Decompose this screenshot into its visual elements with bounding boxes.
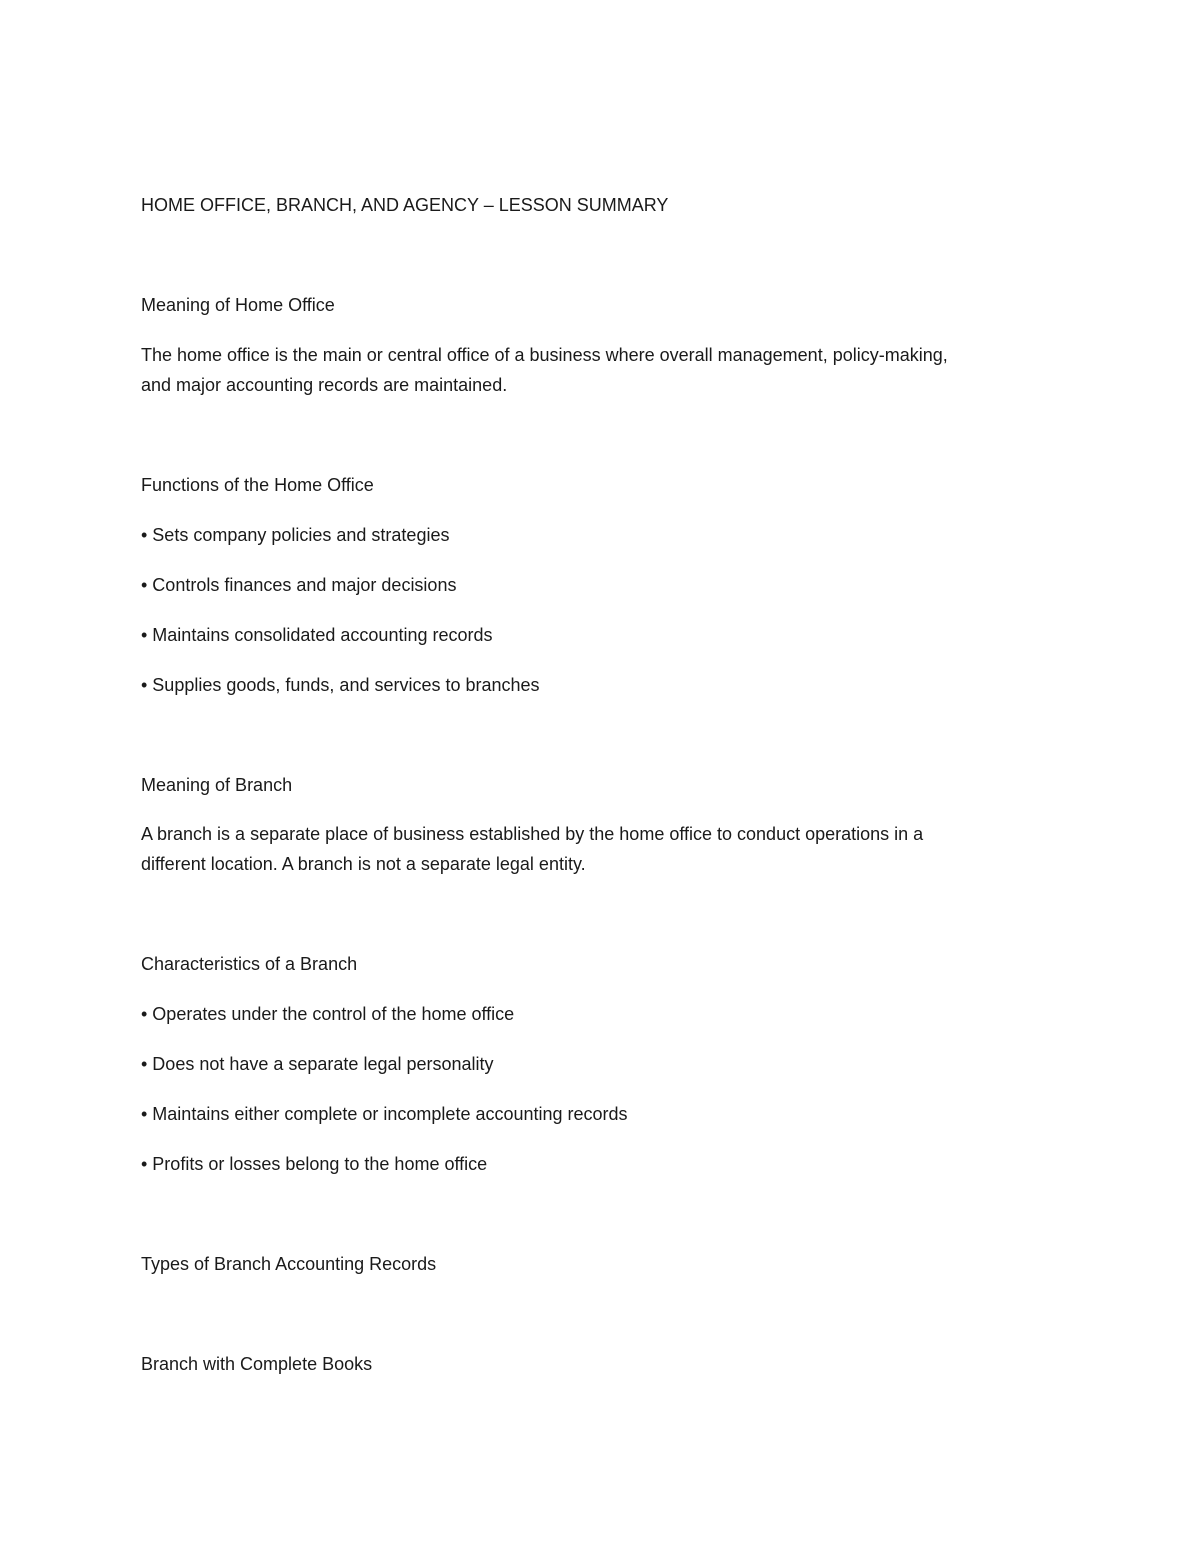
- heading-types-branch-records: Types of Branch Accounting Records: [141, 1254, 437, 1274]
- heading-meaning-branch: Meaning of Branch: [141, 775, 293, 795]
- definition-line: and major accounting records are maintained.: [141, 375, 508, 395]
- definition-line: The home office is the main or central office of a business where overall management, policy-making,: [141, 345, 948, 365]
- definition-line: different location. A branch is not a separate legal entity.: [141, 854, 586, 874]
- list-item: • Maintains either complete or incomplete accounting records: [141, 1104, 628, 1124]
- list-item: • Maintains consolidated accounting records: [141, 625, 493, 645]
- heading-meaning-home-office: Meaning of Home Office: [141, 295, 335, 315]
- branch-definition: [141, 819, 1041, 879]
- heading-functions-home-office: Functions of the Home Office: [141, 475, 374, 495]
- heading-branch-complete-books: Branch with Complete Books: [141, 1354, 373, 1374]
- list-item: • Supplies goods, funds, and services to branches: [141, 675, 540, 695]
- definition-line: A branch is a separate place of business established by the home office to conduct operations in a: [141, 824, 924, 844]
- document-title: HOME OFFICE, BRANCH, AND AGENCY – LESSON SUMMARY: [141, 195, 669, 215]
- list-item: • Does not have a separate legal personality: [141, 1054, 494, 1074]
- heading-characteristics-branch: Characteristics of a Branch: [141, 954, 358, 974]
- list-item: • Operates under the control of the home office: [141, 1004, 515, 1024]
- home-office-definition: [141, 340, 1041, 400]
- list-item: • Sets company policies and strategies: [141, 525, 450, 545]
- list-item: • Profits or losses belong to the home office: [141, 1154, 488, 1174]
- list-item: • Controls finances and major decisions: [141, 575, 457, 595]
